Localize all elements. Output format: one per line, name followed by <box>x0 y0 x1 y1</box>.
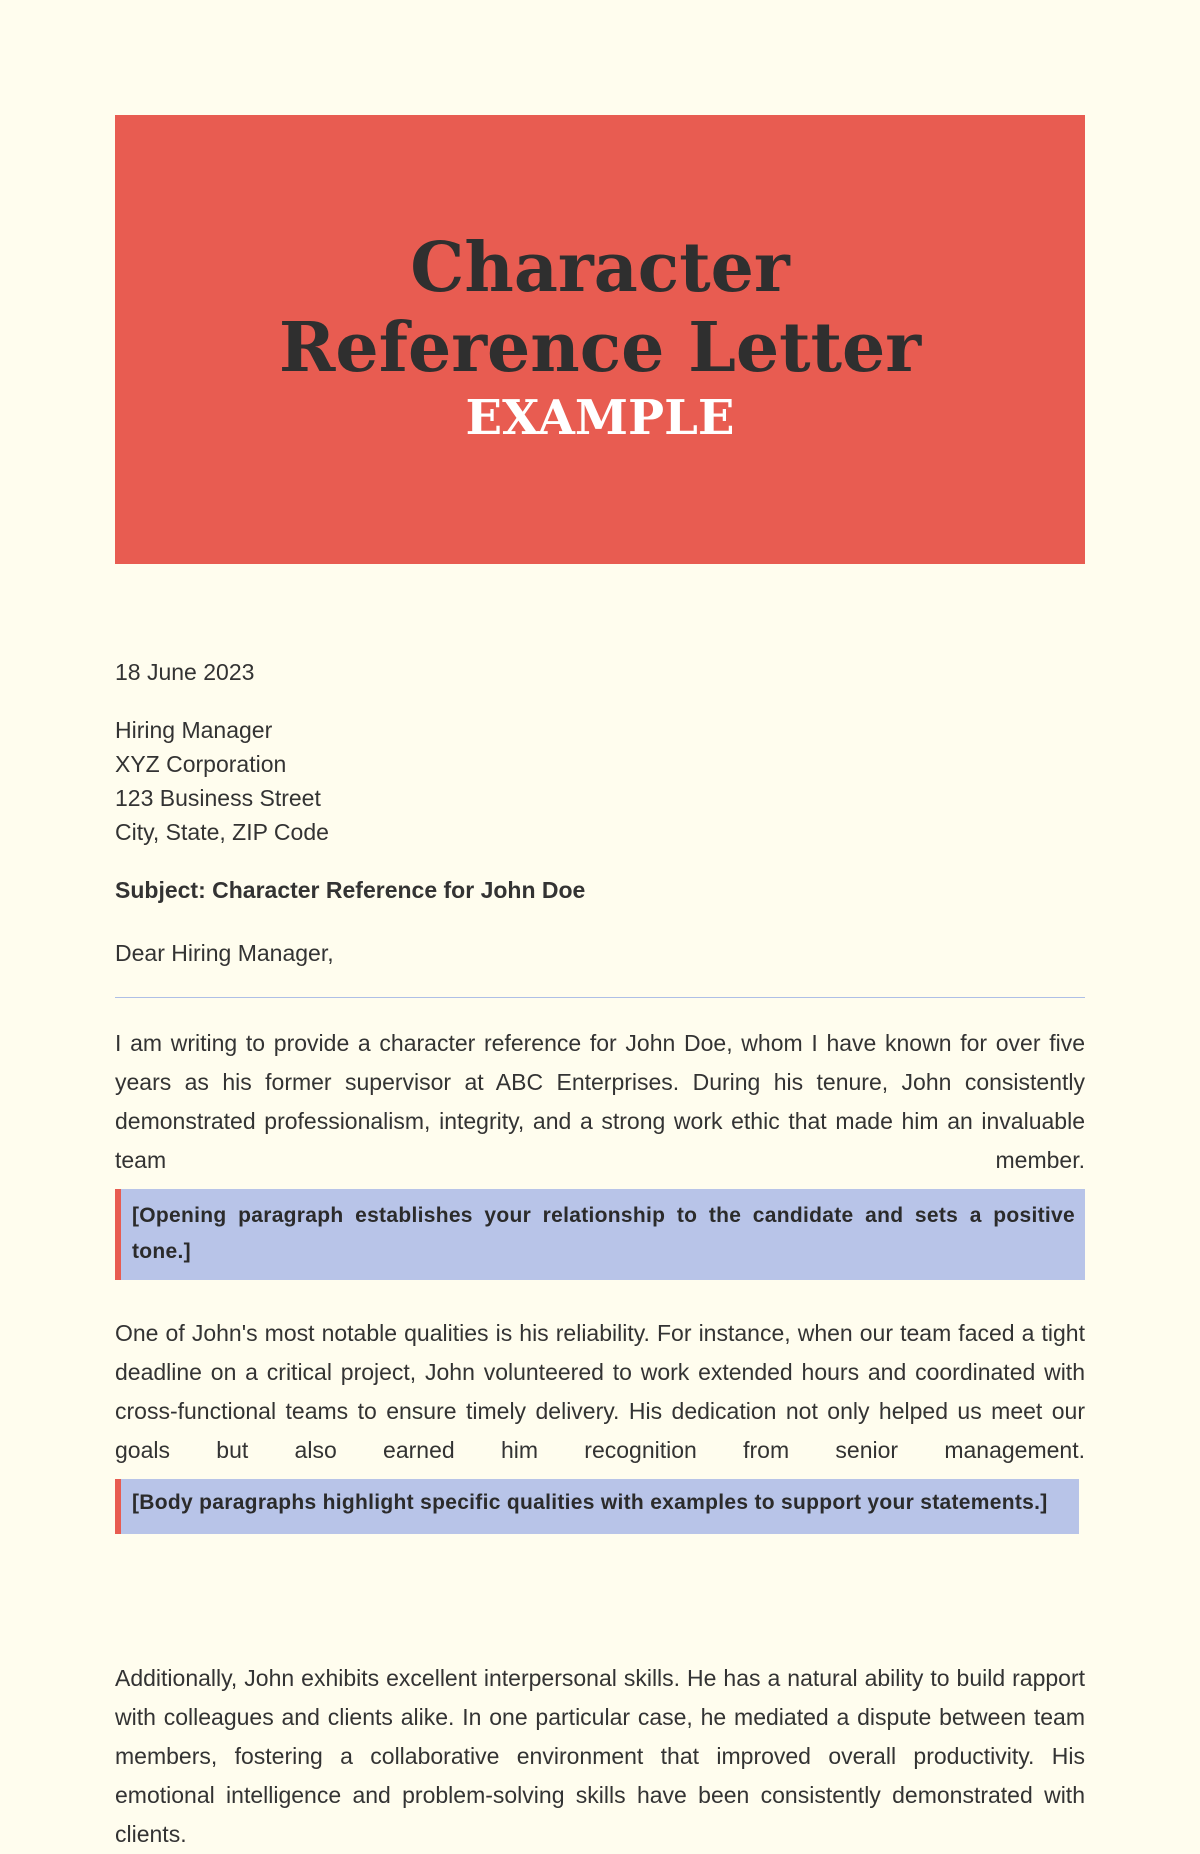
recipient-address <box>115 713 329 849</box>
letter-greeting: Dear Hiring Manager, <box>115 940 334 966</box>
paragraph-body-1: One of John's most notable qualities is his reliability. For instance, when our team faced a tight deadline on a critical project, John volunteered to work extended hours and coordinated with cross-functional teams to ensure timely delivery. His dedication not only helped us meet our goals but also earned him recognition from senior management. <box>115 1320 1085 1463</box>
title-line-1: Character <box>410 228 790 308</box>
recipient-city: City, State, ZIP Code <box>115 819 329 845</box>
paragraph-body-2: Additionally, John exhibits excellent interpersonal skills. He has a natural ability to build rapport with colleagues and clients alike. In one particular case, he mediated a dispute between team members, fostering a collaborative environment that improved overall productivity. His emotional intelligence and problem-solving skills have been consistently demonstrated with clients. <box>115 1665 1085 1847</box>
recipient-name: Hiring Manager <box>115 717 273 743</box>
subtitle-example: EXAMPLE <box>465 390 735 446</box>
guidance-note-opening: [Opening paragraph establishes your relationship to the candidate and sets a positive tone.] <box>115 1189 1085 1280</box>
recipient-company: XYZ Corporation <box>115 751 287 777</box>
letter-subject: Subject: Character Reference for John Doe <box>115 877 586 903</box>
title-banner <box>115 115 1085 564</box>
paragraph-opening: I am writing to provide a character reference for John Doe, whom I have known for over five years as his former supervisor at ABC Enterprises. During his tenure, John consistently demonstrated professionalism, integrity, and a strong work ethic that made him an invaluable team member. <box>115 1030 1085 1173</box>
guidance-note-body: [Body paragraphs highlight specific qualities with examples to support your statements.] <box>115 1479 1079 1534</box>
title-line-2: Reference Letter <box>278 308 922 388</box>
divider <box>115 997 1085 998</box>
letter-date: 18 June 2023 <box>115 659 255 685</box>
recipient-street: 123 Business Street <box>115 785 321 811</box>
letter-page <box>115 115 1085 1847</box>
